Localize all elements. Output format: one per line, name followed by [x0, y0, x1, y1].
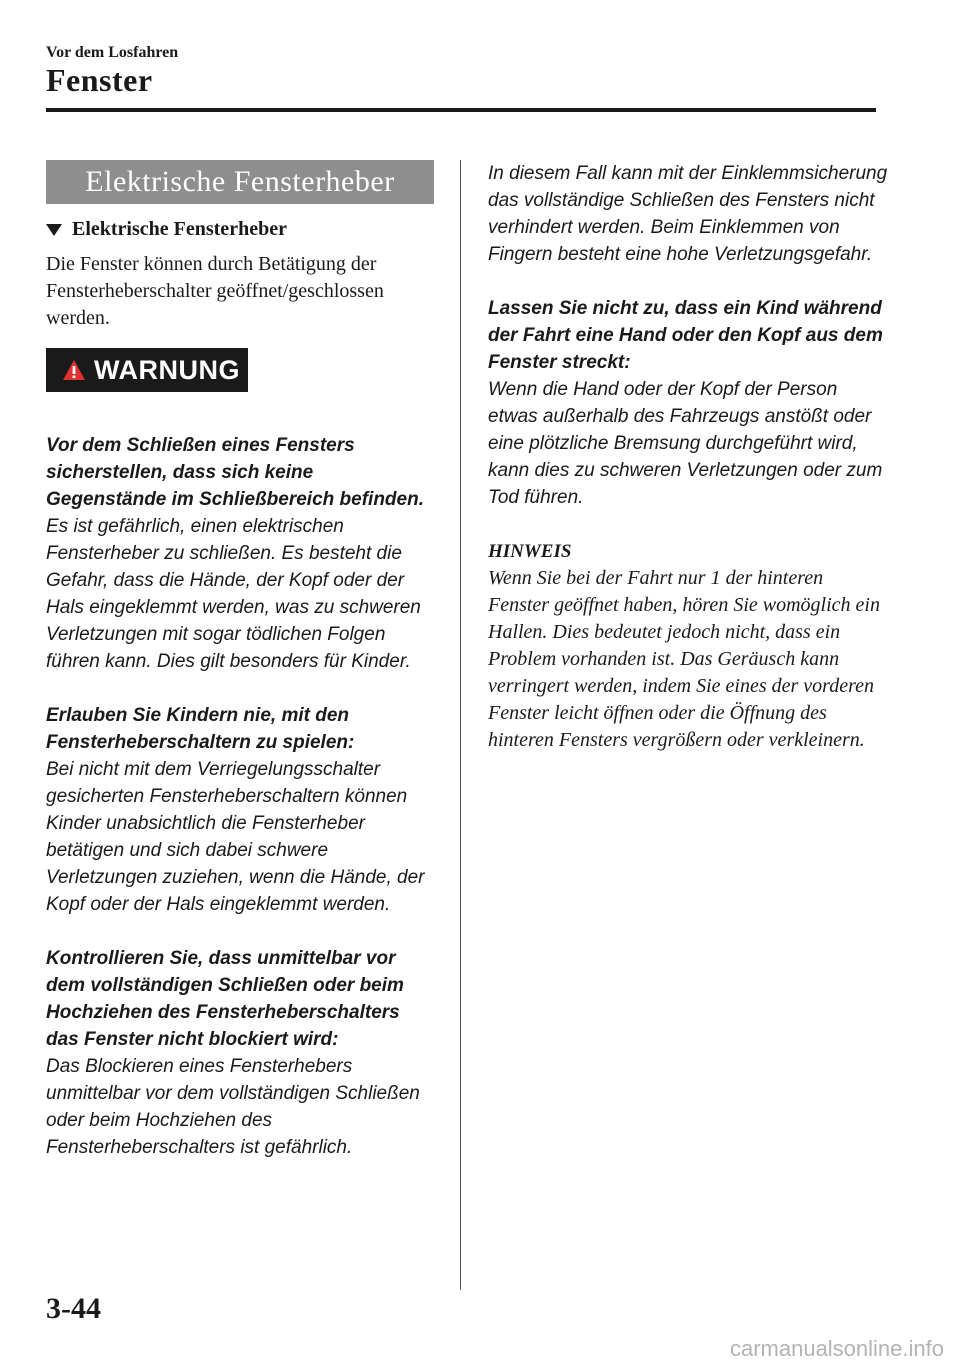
- running-header-chapter: Fenster: [46, 62, 153, 98]
- header-rule: [46, 108, 876, 112]
- section-banner: Elektrische Fensterheber: [46, 160, 434, 204]
- watermark: carmanualsonline.info: [729, 1336, 944, 1361]
- note-text: Wenn Sie bei der Fahrt nur 1 der hinteren Fenster geöffnet haben, hören Sie womöglich ein Hallen. Dies bedeutet jedoch nicht, dass ein Problem vorhanden ist. Das Geräusch kann verringert werden, indem Sie eines der vorderen Fenster leicht öffnen oder die Öffnung des hinteren Fensters vergrößern oder verkleinern.: [488, 567, 880, 751]
- warning-text: Das Blockieren eines Fensterhebers unmittelbar vor dem vollständigen Schließen oder beim Hochziehen des Fensterheberschalters ist gefährlich.: [46, 1056, 420, 1158]
- subheading-text: Elektrische Fensterheber: [72, 218, 287, 240]
- warning-text: Es ist gefährlich, einen elektrischen Fensterheber zu schließen. Es besteht die Gefahr, dass die Hände, der Kopf oder der Hals eingeklemmt werden, was zu schweren Verletzungen mit sogar tödlichen Folgen führen kann. Dies gilt besonders für Kinder.: [46, 516, 421, 672]
- warning-lead: Vor dem Schließen eines Fensters sicherstellen, dass sich keine Gegenstände im Schließbereich befinden.: [46, 435, 424, 510]
- warning-lead: Lassen Sie nicht zu, dass ein Kind während der Fahrt eine Hand oder den Kopf aus dem Fenster streckt:: [488, 298, 883, 373]
- warning-lead: Erlauben Sie Kindern nie, mit den Fensterheberschaltern zu spielen:: [46, 705, 355, 753]
- running-header-section: Vor dem Losfahren: [46, 44, 179, 61]
- warning-text: Wenn die Hand oder der Kopf der Person etwas außerhalb des Fahrzeugs anstößt oder eine plötzliche Bremsung durchgeführt wird, kann dies zu schweren Verletzungen oder zum Tod führen.: [488, 379, 883, 508]
- intro-paragraph: Die Fenster können durch Betätigung der Fensterheberschalter geöffnet/geschlossen werden.: [46, 253, 384, 329]
- continuation-text: In diesem Fall kann mit der Einklemmsicherung das vollständige Schließen des Fensters nicht verhindert werden. Beim Einklemmen von Fingern besteht eine hohe Verletzungsgefahr.: [488, 163, 888, 265]
- warning-item: [488, 295, 888, 511]
- column-divider: [460, 160, 461, 1290]
- warning-label: WARNUNG: [94, 354, 240, 385]
- triangle-down-icon: [46, 224, 62, 236]
- page-number: 3-44: [46, 1292, 101, 1325]
- warning-item: [46, 702, 434, 918]
- warning-item: [46, 945, 434, 1161]
- warning-text: Bei nicht mit dem Verriegelungsschalter gesicherten Fensterheberschaltern können Kinder unabsichtlich die Fensterheber betätigen und sich dabei schwere Verletzungen zuziehen, wenn die Hände, der Kopf oder der Hals eingeklemmt werden.: [46, 759, 425, 915]
- warning-icon: [62, 359, 86, 381]
- warning-lead: Kontrollieren Sie, dass unmittelbar vor dem vollständigen Schließen oder beim Hochziehen des Fensterheberschalters das Fenster nicht blockiert wird:: [46, 948, 404, 1050]
- warning-badge: [46, 348, 248, 392]
- subheading: [46, 218, 434, 241]
- right-column: [488, 160, 888, 754]
- note-title: HINWEIS: [488, 541, 572, 562]
- warning-item: [46, 432, 434, 675]
- left-column: [46, 160, 434, 1161]
- warning-continuation: [488, 160, 888, 268]
